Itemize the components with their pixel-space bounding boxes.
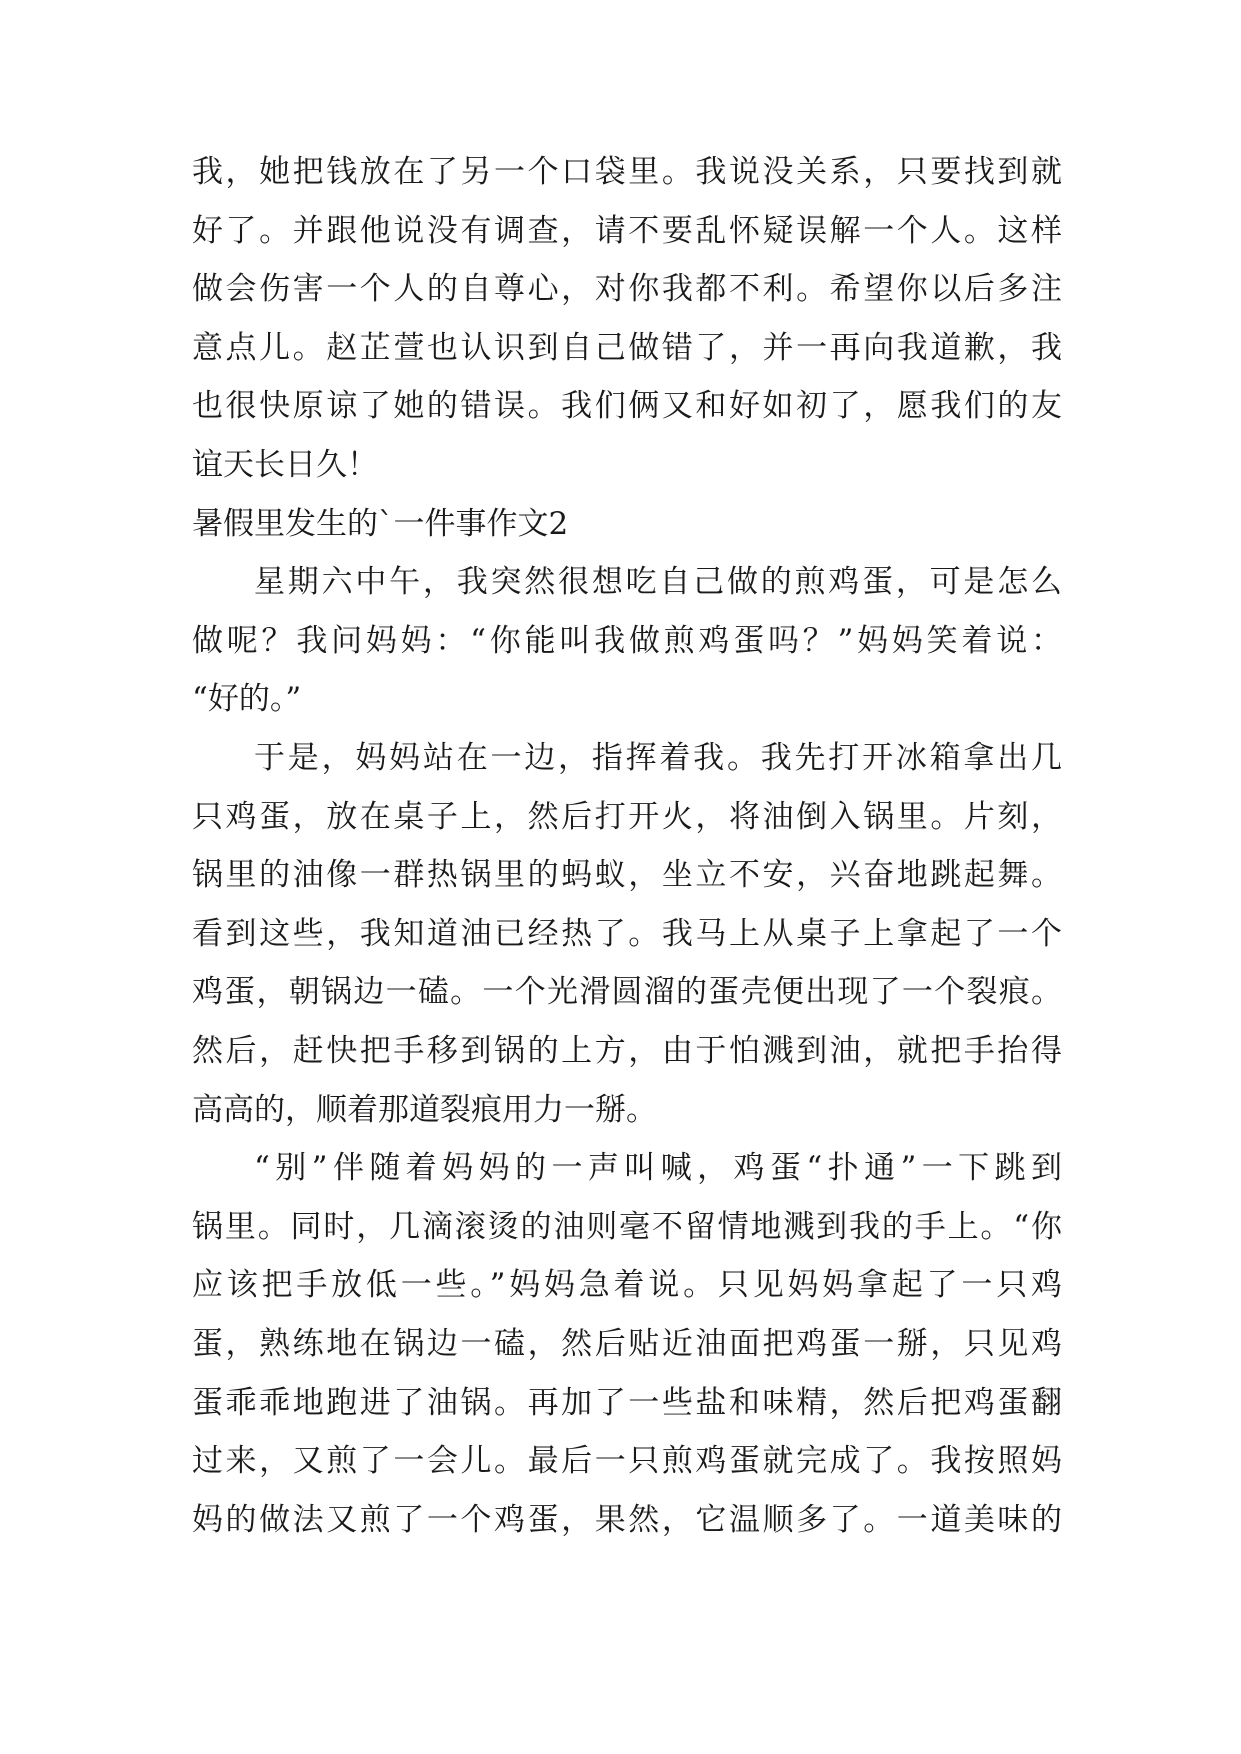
text-line: 看到这些，我知道油已经热了。我马上从桌子上拿起了一个: [192, 916, 1062, 952]
text-line: 我，她把钱放在了另一个口袋里。我说没关系，只要找到就: [192, 154, 1062, 190]
text-line: 过来，又煎了一会儿。最后一只煎鸡蛋就完成了。我按照妈: [192, 1443, 1062, 1479]
text-line: 意点儿。赵芷萱也认识到自己做错了，并一再向我道歉，我: [192, 330, 1062, 366]
text-line: 然后，赶快把手移到锅的上方，由于怕溅到油，就把手抬得: [192, 1033, 1062, 1069]
text-line: 谊天长日久！: [192, 447, 378, 483]
text-line: 只鸡蛋，放在桌子上，然后打开火，将油倒入锅里。片刻，: [192, 799, 1062, 835]
text-line: 好了。并跟他说没有调查，请不要乱怀疑误解一个人。这样: [192, 213, 1062, 249]
text-line: 锅里。同时，几滴滚烫的油则毫不留情地溅到我的手上。“你: [192, 1209, 1062, 1245]
text-line: 也很快原谅了她的错误。我们俩又和好如初了，愿我们的友: [192, 388, 1062, 424]
text-line: 蛋乖乖地跑进了油锅。再加了一些盐和味精，然后把鸡蛋翻: [192, 1385, 1062, 1421]
text-line: 星期六中午，我突然很想吃自己做的煎鸡蛋，可是怎么: [254, 564, 1062, 600]
text-line: 锅里的油像一群热锅里的蚂蚁，坐立不安，兴奋地跳起舞。: [192, 857, 1062, 893]
text-line: 应该把手放低一些。”妈妈急着说。只见妈妈拿起了一只鸡: [192, 1267, 1062, 1303]
text-line: 于是，妈妈站在一边，指挥着我。我先打开冰箱拿出几: [254, 740, 1062, 776]
text-line: 蛋，熟练地在锅边一磕，然后贴近油面把鸡蛋一掰，只见鸡: [192, 1326, 1062, 1362]
text-line: 高高的，顺着那道裂痕用力一掰。: [192, 1092, 657, 1128]
text-line: 妈的做法又煎了一个鸡蛋，果然，它温顺多了。一道美味的: [192, 1502, 1062, 1538]
text-line: 暑假里发生的`一件事作文2: [192, 506, 569, 542]
text-line: 鸡蛋，朝锅边一磕。一个光滑圆溜的蛋壳便出现了一个裂痕。: [192, 974, 1062, 1010]
text-line: “好的。”: [192, 681, 302, 717]
text-line: 做呢？我问妈妈：“你能叫我做煎鸡蛋吗？”妈妈笑着说：: [192, 623, 1062, 659]
text-line: “别”伴随着妈妈的一声叫喊，鸡蛋“扑通”一下跳到: [254, 1150, 1062, 1186]
text-line: 做会伤害一个人的自尊心，对你我都不利。希望你以后多注: [192, 271, 1062, 307]
